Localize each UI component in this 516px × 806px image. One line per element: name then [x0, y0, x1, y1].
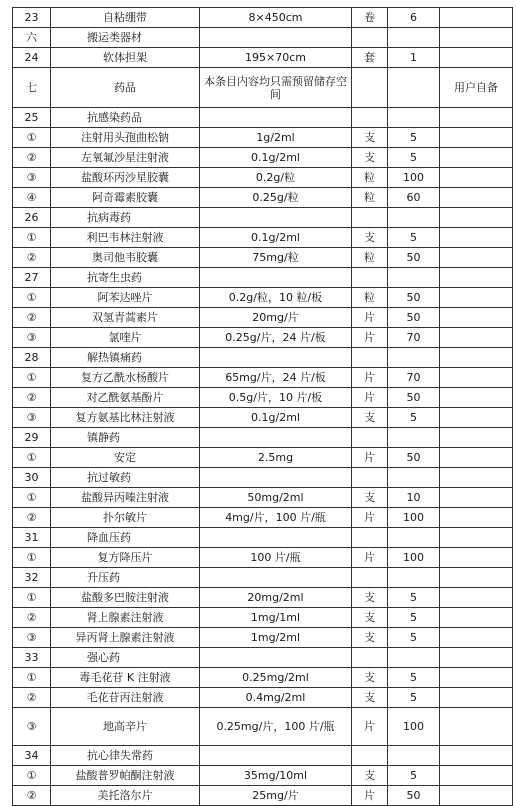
table-row [13, 668, 513, 688]
item-note [440, 688, 513, 708]
item-spec: 0.1g/2ml [200, 408, 352, 428]
item-name: 盐酸环丙沙星胶囊 [51, 168, 200, 188]
item-unit: 片 [352, 508, 388, 528]
row-number: ① [13, 766, 51, 786]
unit-cell [352, 468, 388, 488]
category-name: 搬运类器材 [51, 28, 200, 48]
item-qty: 50 [388, 388, 440, 408]
item-qty: 5 [388, 668, 440, 688]
item-name: 盐酸多巴胺注射液 [51, 588, 200, 608]
item-unit: 支 [352, 688, 388, 708]
medical-supplies-table [12, 7, 513, 806]
table-row [13, 148, 513, 168]
item-unit: 支 [352, 766, 388, 786]
row-number: 25 [13, 108, 51, 128]
item-note [440, 448, 513, 468]
row-number: ① [13, 228, 51, 248]
category-row [13, 348, 513, 368]
note-cell [440, 648, 513, 668]
qty-cell [388, 428, 440, 448]
unit-cell [352, 568, 388, 588]
item-note [440, 328, 513, 348]
item-qty: 70 [388, 328, 440, 348]
category-row [13, 648, 513, 668]
item-qty: 6 [388, 8, 440, 28]
item-note [440, 48, 513, 68]
unit-cell [352, 208, 388, 228]
row-number: ① [13, 588, 51, 608]
table-row [13, 588, 513, 608]
note-cell [440, 28, 513, 48]
item-unit: 粒 [352, 168, 388, 188]
table-row [13, 228, 513, 248]
item-qty: 50 [388, 786, 440, 806]
item-unit: 片 [352, 388, 388, 408]
item-unit: 支 [352, 588, 388, 608]
row-number: 26 [13, 208, 51, 228]
row-number: 34 [13, 746, 51, 766]
table-row [13, 608, 513, 628]
item-qty: 5 [388, 628, 440, 648]
item-unit: 支 [352, 488, 388, 508]
item-note [440, 188, 513, 208]
row-number: ② [13, 308, 51, 328]
item-qty: 60 [388, 188, 440, 208]
item-name: 毒毛花苷 K 注射液 [51, 668, 200, 688]
item-spec: 0.1g/2ml [200, 228, 352, 248]
unit-cell [352, 746, 388, 766]
table-row [13, 68, 513, 108]
item-spec: 1mg/2ml [200, 628, 352, 648]
qty-cell [388, 468, 440, 488]
item-spec: 35mg/10ml [200, 766, 352, 786]
table-row [13, 688, 513, 708]
row-number: ① [13, 128, 51, 148]
item-note [440, 588, 513, 608]
table-row [13, 248, 513, 268]
category-name: 解热镇痛药 [51, 348, 200, 368]
spec-cell [200, 268, 352, 288]
qty-cell [388, 268, 440, 288]
item-name: 注射用头孢曲松钠 [51, 128, 200, 148]
row-number: ② [13, 786, 51, 806]
qty-cell [388, 28, 440, 48]
item-spec: 50mg/2ml [200, 488, 352, 508]
qty-cell [388, 648, 440, 668]
item-qty: 50 [388, 448, 440, 468]
item-unit: 支 [352, 628, 388, 648]
table-row [13, 8, 513, 28]
category-name: 抗病毒药 [51, 208, 200, 228]
category-name: 降血压药 [51, 528, 200, 548]
table-row [13, 408, 513, 428]
qty-cell [388, 108, 440, 128]
table-row [13, 628, 513, 648]
qty-cell [388, 348, 440, 368]
note-cell [440, 746, 513, 766]
table-row [13, 708, 513, 746]
item-note [440, 128, 513, 148]
item-note [440, 408, 513, 428]
table-row [13, 368, 513, 388]
item-name: 安定 [51, 448, 200, 468]
unit-cell [352, 528, 388, 548]
item-spec: 0.25g/片，24 片/板 [200, 328, 352, 348]
item-qty: 5 [388, 588, 440, 608]
row-number: 23 [13, 8, 51, 28]
item-spec: 1g/2ml [200, 128, 352, 148]
category-row [13, 268, 513, 288]
item-spec: 0.5g/片，10 片/板 [200, 388, 352, 408]
item-spec: 20mg/2ml [200, 588, 352, 608]
item-unit: 支 [352, 128, 388, 148]
row-number: ① [13, 668, 51, 688]
item-unit: 片 [352, 786, 388, 806]
spec-cell [200, 28, 352, 48]
item-note [440, 288, 513, 308]
table-row [13, 766, 513, 786]
table-row [13, 48, 513, 68]
item-name: 阿苯达唑片 [51, 288, 200, 308]
row-number: ④ [13, 188, 51, 208]
item-qty: 5 [388, 766, 440, 786]
row-number: 24 [13, 48, 51, 68]
category-row [13, 208, 513, 228]
category-row [13, 468, 513, 488]
item-unit: 支 [352, 668, 388, 688]
item-name: 扑尔敏片 [51, 508, 200, 528]
row-number: ③ [13, 408, 51, 428]
item-name: 利巴韦林注射液 [51, 228, 200, 248]
spec-cell [200, 468, 352, 488]
item-spec: 0.4mg/2ml [200, 688, 352, 708]
row-number: ③ [13, 628, 51, 648]
item-unit: 支 [352, 228, 388, 248]
row-number: 32 [13, 568, 51, 588]
item-note [440, 8, 513, 28]
category-name: 抗寄生虫药 [51, 268, 200, 288]
item-note [440, 308, 513, 328]
row-number: ① [13, 488, 51, 508]
unit-cell [352, 648, 388, 668]
row-number: 六 [13, 28, 51, 48]
qty-cell [388, 208, 440, 228]
row-number: ② [13, 688, 51, 708]
row-number: ② [13, 388, 51, 408]
row-number: 28 [13, 348, 51, 368]
item-spec: 4mg/片，100 片/瓶 [200, 508, 352, 528]
qty-cell [388, 746, 440, 766]
spec-cell [200, 428, 352, 448]
item-name: 对乙酰氨基酚片 [51, 388, 200, 408]
table-row [13, 786, 513, 806]
unit-cell [352, 428, 388, 448]
item-unit: 粒 [352, 288, 388, 308]
item-qty: 100 [388, 508, 440, 528]
item-qty: 5 [388, 688, 440, 708]
item-name: 复方乙酰水杨酸片 [51, 368, 200, 388]
item-note [440, 608, 513, 628]
item-name: 地高辛片 [51, 708, 200, 746]
item-unit: 支 [352, 408, 388, 428]
item-unit: 片 [352, 708, 388, 746]
item-spec: 195×70cm [200, 48, 352, 68]
category-name: 强心药 [51, 648, 200, 668]
item-note [440, 668, 513, 688]
item-qty: 5 [388, 608, 440, 628]
item-spec: 25mg/片 [200, 786, 352, 806]
item-qty: 70 [388, 368, 440, 388]
spec-cell [200, 746, 352, 766]
item-spec: 2.5mg [200, 448, 352, 468]
item-note [440, 628, 513, 648]
unit-cell [352, 348, 388, 368]
item-spec: 100 片/瓶 [200, 548, 352, 568]
row-number: ③ [13, 168, 51, 188]
category-row [13, 428, 513, 448]
item-name: 复方降压片 [51, 548, 200, 568]
item-unit: 套 [352, 48, 388, 68]
item-qty: 50 [388, 308, 440, 328]
item-name: 肾上腺素注射液 [51, 608, 200, 628]
unit-cell [352, 268, 388, 288]
item-spec: 0.2g/粒 [200, 168, 352, 188]
item-spec: 本条目内容均只需预留储存空间 [200, 68, 352, 108]
item-qty: 100 [388, 168, 440, 188]
spec-cell [200, 648, 352, 668]
item-spec: 0.25mg/2ml [200, 668, 352, 688]
item-spec: 20mg/片 [200, 308, 352, 328]
category-name: 抗心律失常药 [51, 746, 200, 766]
item-qty: 50 [388, 248, 440, 268]
item-name: 异丙肾上腺素注射液 [51, 628, 200, 648]
item-name: 复方氨基比林注射液 [51, 408, 200, 428]
row-number: ② [13, 248, 51, 268]
item-note [440, 248, 513, 268]
qty-cell [388, 568, 440, 588]
item-unit: 支 [352, 148, 388, 168]
category-name: 抗过敏药 [51, 468, 200, 488]
item-note [440, 168, 513, 188]
item-unit: 支 [352, 608, 388, 628]
category-row [13, 108, 513, 128]
item-name: 双氢青蒿素片 [51, 308, 200, 328]
item-unit: 粒 [352, 248, 388, 268]
note-cell [440, 108, 513, 128]
item-name: 药品 [51, 68, 200, 108]
item-name: 氯喹片 [51, 328, 200, 348]
row-number: ① [13, 288, 51, 308]
note-cell [440, 208, 513, 228]
item-spec: 0.25mg/片，100 片/瓶 [200, 708, 352, 746]
row-number: ② [13, 508, 51, 528]
item-name: 盐酸普罗帕酮注射液 [51, 766, 200, 786]
table-row [13, 448, 513, 468]
spec-cell [200, 528, 352, 548]
item-qty: 5 [388, 128, 440, 148]
table-row [13, 388, 513, 408]
item-note [440, 368, 513, 388]
item-note [440, 388, 513, 408]
item-name: 奥司他韦胶囊 [51, 248, 200, 268]
table-row [13, 488, 513, 508]
item-unit: 片 [352, 308, 388, 328]
note-cell [440, 528, 513, 548]
row-number: ② [13, 148, 51, 168]
item-spec: 65mg/片，24 片/板 [200, 368, 352, 388]
item-note [440, 708, 513, 746]
item-unit: 卷 [352, 8, 388, 28]
item-qty: 10 [388, 488, 440, 508]
item-unit: 片 [352, 548, 388, 568]
row-number: 30 [13, 468, 51, 488]
item-note [440, 508, 513, 528]
note-cell [440, 268, 513, 288]
note-cell [440, 428, 513, 448]
qty-cell [388, 528, 440, 548]
category-row [13, 746, 513, 766]
table-row [13, 288, 513, 308]
item-name: 毛花苷丙注射液 [51, 688, 200, 708]
item-spec: 0.1g/2ml [200, 148, 352, 168]
item-spec: 0.25g/粒 [200, 188, 352, 208]
item-note: 用户自备 [440, 68, 513, 108]
item-qty: 5 [388, 228, 440, 248]
row-number: ③ [13, 708, 51, 746]
item-spec: 0.2g/粒，10 粒/板 [200, 288, 352, 308]
row-number: ① [13, 368, 51, 388]
table-row [13, 128, 513, 148]
row-number: ① [13, 448, 51, 468]
item-unit: 片 [352, 448, 388, 468]
item-spec: 1mg/1ml [200, 608, 352, 628]
table-row [13, 548, 513, 568]
spec-cell [200, 108, 352, 128]
item-note [440, 148, 513, 168]
table-row [13, 328, 513, 348]
table-body [13, 8, 513, 806]
table-row [13, 308, 513, 328]
item-note [440, 488, 513, 508]
spec-cell [200, 208, 352, 228]
item-qty: 50 [388, 288, 440, 308]
row-number: ③ [13, 328, 51, 348]
category-row [13, 528, 513, 548]
item-name: 软体担架 [51, 48, 200, 68]
table-row [13, 168, 513, 188]
item-name: 左氧氟沙星注射液 [51, 148, 200, 168]
item-name: 自粘绷带 [51, 8, 200, 28]
category-name: 镇静药 [51, 428, 200, 448]
item-unit: 粒 [352, 188, 388, 208]
row-number: 27 [13, 268, 51, 288]
table-row [13, 188, 513, 208]
item-qty: 5 [388, 148, 440, 168]
unit-cell [352, 108, 388, 128]
row-number: 33 [13, 648, 51, 668]
item-note [440, 786, 513, 806]
item-name: 美托洛尔片 [51, 786, 200, 806]
item-qty: 5 [388, 408, 440, 428]
item-spec: 75mg/粒 [200, 248, 352, 268]
item-spec: 8×450cm [200, 8, 352, 28]
category-name: 抗感染药品 [51, 108, 200, 128]
unit-cell [352, 28, 388, 48]
note-cell [440, 348, 513, 368]
spec-cell [200, 348, 352, 368]
row-number: 31 [13, 528, 51, 548]
note-cell [440, 568, 513, 588]
spec-cell [200, 568, 352, 588]
item-note [440, 548, 513, 568]
item-name: 阿奇霉素胶囊 [51, 188, 200, 208]
item-qty: 100 [388, 548, 440, 568]
item-qty: 1 [388, 48, 440, 68]
item-unit: 片 [352, 328, 388, 348]
row-number: 七 [13, 68, 51, 108]
category-row [13, 28, 513, 48]
category-row [13, 568, 513, 588]
item-qty: 100 [388, 708, 440, 746]
item-qty [388, 68, 440, 108]
row-number: ① [13, 548, 51, 568]
row-number: 29 [13, 428, 51, 448]
item-note [440, 766, 513, 786]
item-note [440, 228, 513, 248]
item-name: 盐酸异丙嗪注射液 [51, 488, 200, 508]
item-unit [352, 68, 388, 108]
category-name: 升压药 [51, 568, 200, 588]
note-cell [440, 468, 513, 488]
table-row [13, 508, 513, 528]
row-number: ② [13, 608, 51, 628]
item-unit: 片 [352, 368, 388, 388]
